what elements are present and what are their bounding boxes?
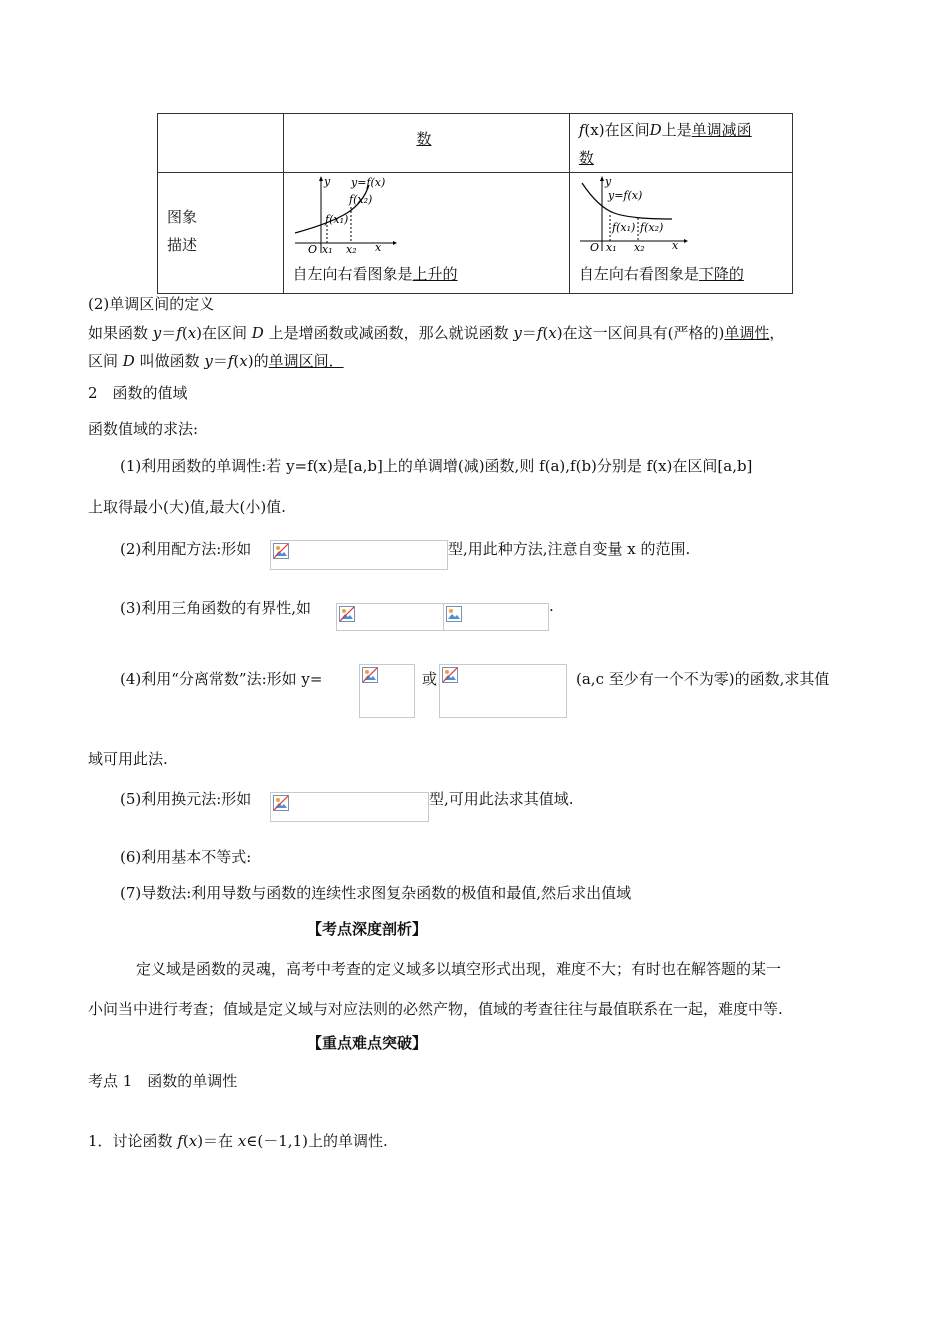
broken-formula-image xyxy=(439,664,567,718)
analysis-paragraph-line1: 定义域是函数的灵魂，高考中考查的定义域多以填空形式出现，难度不大；有时也在解答题的某一 xyxy=(136,960,782,978)
svg-text:f(x₂): f(x₂) xyxy=(639,221,664,234)
section-heading-range: 2 函数的值域 xyxy=(88,384,188,402)
monotonicity-table xyxy=(157,113,793,294)
svg-text:y=f(x): y=f(x) xyxy=(607,189,643,202)
range-methods-intro: 函数值域的求法: xyxy=(88,420,199,438)
broken-formula-image xyxy=(270,792,429,822)
method-4-pre: (4)利用“分离常数”法:形如 y= xyxy=(120,670,323,688)
svg-text:f(x₁): f(x₁) xyxy=(611,221,636,234)
table-cell-decreasing-def: f(x)在区间D上是单调减函 数 xyxy=(569,114,792,173)
topic-1-heading: 考点 1 函数的单调性 xyxy=(88,1072,238,1090)
table-cell-increasing-tail: 数 xyxy=(283,114,569,173)
svg-text:x₂: x₂ xyxy=(345,243,357,256)
svg-text:y: y xyxy=(323,175,330,188)
svg-text:f(x₁): f(x₁) xyxy=(324,213,348,226)
method-1-line2: 上取得最小(大)值,最大(小)值. xyxy=(88,498,286,516)
method-4-mid: 或 xyxy=(422,670,438,688)
method-1-line1: (1)利用函数的单调性:若 y=f(x)是[a,b]上的单调增(减)函数,则 f(a),f(b)分别是 f(x)在区间[a,b] xyxy=(120,457,753,475)
broken-formula-image xyxy=(359,664,415,718)
broken-formula-image xyxy=(270,540,448,570)
svg-text:y=f(x): y=f(x) xyxy=(350,176,385,189)
method-5-pre: (5)利用换元法:形如 xyxy=(120,790,252,808)
definition-paragraph-line1: 如果函数 y＝f(x)在区间 D 上是增函数或减函数，那么就说函数 y＝f(x)在这一区间具有(严格的)单调性， xyxy=(88,324,785,342)
broken-image-icon xyxy=(362,667,378,683)
method-6: (6)利用基本不等式: xyxy=(120,848,252,866)
method-4-line2: 域可用此法. xyxy=(88,750,168,768)
definition-paragraph-line2: 区间 D 叫做函数 y＝f(x)的单调区间． xyxy=(88,352,344,370)
method-5-post: 型,可用此法求其值域. xyxy=(429,790,574,808)
svg-text:f(x₂): f(x₂) xyxy=(348,193,372,206)
question-1: 1．讨论函数 f(x)＝在 x∈(－1,1)上的单调性. xyxy=(88,1132,388,1150)
method-3-pre: (3)利用三角函数的有界性,如 xyxy=(120,599,312,617)
table-cell-decreasing-graph: y y=f(x) f(x₁) f(x₂) O x₁ x₂ x 自左向右看图象是下降的 xyxy=(569,173,792,294)
method-7: (7)导数法:利用导数与函数的连续性求图复杂函数的极值和最值,然后求出值域 xyxy=(120,884,632,902)
table-cell-graph-label: 图象 描述 xyxy=(158,173,284,294)
breakthrough-heading: 【重点难点突破】 xyxy=(307,1034,428,1052)
svg-text:x₁: x₁ xyxy=(605,241,617,254)
method-2-pre: (2)利用配方法:形如 xyxy=(120,540,252,558)
broken-image-icon xyxy=(442,667,458,683)
section-heading-interval-def: (2)单调区间的定义 xyxy=(88,295,215,313)
decreasing-function-graph xyxy=(576,175,694,257)
broken-image-icon xyxy=(273,795,289,811)
broken-formula-image xyxy=(443,603,549,631)
svg-text:x₁: x₁ xyxy=(321,243,333,256)
method-2-post: 型,用此种方法,注意自变量 x 的范围. xyxy=(448,540,691,558)
method-4-post: (a,c 至少有一个不为零)的函数,求其值 xyxy=(576,670,830,688)
increasing-function-graph xyxy=(291,175,401,257)
broken-image-icon xyxy=(339,606,355,622)
table-cell-empty xyxy=(158,114,284,173)
svg-text:O: O xyxy=(307,243,317,256)
analysis-paragraph-line2: 小问当中进行考查；值域是定义域与对应法则的必然产物，值域的考查往往与最值联系在一起，难度中等. xyxy=(88,1000,783,1018)
broken-image-icon xyxy=(446,606,462,622)
method-3-post: . xyxy=(549,597,554,615)
svg-text:x: x xyxy=(374,241,381,254)
svg-text:x₂: x₂ xyxy=(633,241,645,254)
svg-text:x: x xyxy=(671,239,679,252)
broken-image-icon xyxy=(273,543,289,559)
svg-text:O: O xyxy=(589,241,599,254)
broken-formula-image xyxy=(336,603,444,631)
analysis-heading: 【考点深度剖析】 xyxy=(307,920,428,938)
table-cell-increasing-graph: y y=f(x) f(x₂) f(x₁) O x₁ x₂ x 自左向右看图象是上升的 xyxy=(283,173,569,294)
svg-text:y: y xyxy=(604,175,612,188)
